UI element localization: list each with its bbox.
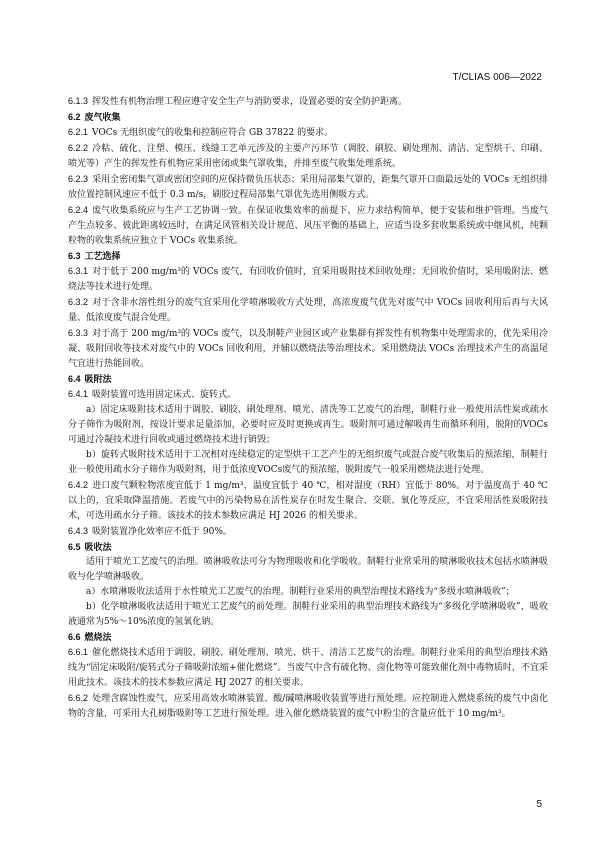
clause-text: a）固定床吸附技术适用于调胶、刷胶、刷处理剂、喷光、清洗等工艺废气的治理，制鞋行业一般使用活性炭或疏水分子筛作为吸附剂，按设计要求足量添加，必要时应及时更换或再生。吸附剂可通过解吸再生而循环利用，脱附的VOCs可通过冷凝技术进行回收或通过燃烧技术进行销毁； — [68, 405, 548, 445]
clause-paragraph — [68, 172, 548, 203]
clause-paragraph — [68, 645, 548, 691]
clause-number: 6.5 — [68, 542, 81, 552]
clause-paragraph — [68, 141, 548, 172]
section-heading — [68, 630, 548, 645]
clause-number: 6.3.1 — [68, 266, 89, 276]
clause-text: 挥发性有机物治理工程应遵守安全生产与消防要求，设置必要的安全防护距离。 — [92, 97, 408, 107]
clause-paragraph — [68, 125, 548, 141]
list-item — [68, 555, 548, 585]
clause-paragraph — [68, 691, 548, 722]
clause-paragraph — [68, 524, 548, 540]
clause-text: 进口废气颗粒物浓度宜低于 1 mg/m³，温度宜低于 40 ℃，相对湿度（RH）宜低于 80%。对于温度高于 40 ℃以上的，宜采取降温措施。若废气中的污染物易在活性炭存在时发生聚合、交联、氧化等反应，不宜采用活性炭吸附技术，可选用疏水分子筛。该技术的技术参数应满足 HJ 2026 的相关要求。 — [68, 481, 548, 521]
section-heading — [68, 540, 548, 555]
clause-text: 冷粘、硫化、注塑、模压、线缝工艺单元涉及的主要产污环节（调胶、刷胶、刷处理剂、清洁、定型烘干、印刷、喷光等）产生的挥发性有机物应采用密闭或集气罩收集，并排至废气收集处理系统。 — [68, 144, 548, 169]
clause-number: 6.3.3 — [68, 328, 89, 338]
clause-number: 6.6 — [68, 632, 81, 642]
clause-text: 工艺选择 — [84, 251, 121, 261]
clause-number: 6.6.1 — [68, 647, 89, 657]
section-heading — [68, 249, 548, 264]
clause-text: 对于高于 200 mg/m³的 VOCs 废气，以及制鞋产业园区或产业集群有挥发性有机物集中处理需求的，优先采用冷凝、吸附回收等技术对废气中的 VOCs 回收利用，并辅以燃烧法等治理技术。采用燃烧法 VOCs 治理技术产生的高温尾气宜进行热能回收。 — [68, 329, 548, 369]
clause-text: 对于低于 200 mg/m³的 VOCs 废气，有回收价值时，宜采用吸附技术回收处理；无回收价值时，采用吸附法、燃烧法等技术进行处理。 — [68, 267, 548, 292]
clause-number: 6.4.1 — [68, 389, 89, 399]
clause-text: 废气收集 — [84, 112, 121, 122]
clause-number: 6.2.2 — [68, 143, 89, 153]
clause-number: 6.3.2 — [68, 297, 89, 307]
clause-number: 6.2.3 — [68, 174, 89, 184]
clause-number: 6.2.1 — [68, 127, 89, 137]
page-number: 5 — [536, 799, 542, 810]
clause-text: 适用于喷光工艺废气的治理。喷淋吸收法可分为物理吸收和化学吸收。制鞋行业常采用的喷淋吸收技术包括水喷淋吸收与化学喷淋吸收。 — [68, 557, 548, 582]
clause-paragraph — [68, 326, 548, 372]
clause-text: 吸收法 — [84, 542, 112, 552]
clause-text: 对于含非水溶性组分的废气宜采用化学喷淋吸收方式处理，高浓度废气优先对废气中 VOCs 回收利用后再与大风量、低浓度废气混合处理。 — [68, 298, 548, 323]
list-item — [68, 448, 548, 478]
clause-text: VOCs 无组织废气的收集和控制应符合 GB 37822 的要求。 — [92, 128, 334, 138]
clause-number: 6.1.3 — [68, 96, 89, 106]
section-heading — [68, 110, 548, 125]
clause-text: 废气收集系统应与生产工艺协调一致。在保证收集效率的前提下，应力求结构简单，便于安装和维护管理。当废气产生点较多、彼此距离较远时，在满足风管相关设计规范、风压平衡的基础上，应适当设多套收集系统或中继风机，纯颗粒物的收集系统应独立于 VOCs 收集系统。 — [68, 206, 548, 246]
clause-number: 6.6.2 — [68, 693, 89, 703]
clause-text: a）水喷淋吸收法适用于水性喷光工艺废气的治理。制鞋行业采用的典型治理技术路线为“多级水喷淋吸收”； — [86, 587, 515, 597]
clause-text: 燃烧法 — [84, 632, 112, 642]
clause-text: b）化学喷淋吸收法适用于喷光工艺废气的前处理。制鞋行业采用的典型治理技术路线为“多级化学喷淋吸收”，吸收液通常为5%～10%浓度的氢氧化钠。 — [68, 602, 548, 627]
clause-number: 6.3 — [68, 251, 81, 261]
list-item — [68, 600, 548, 630]
clause-paragraph — [68, 387, 548, 403]
clause-number: 6.2 — [68, 112, 81, 122]
section-heading — [68, 372, 548, 387]
clause-number: 6.4 — [68, 374, 81, 384]
clause-number: 6.4.2 — [68, 480, 89, 490]
clause-text: 吸附装置净化效率应不低于 90%。 — [92, 527, 232, 537]
clause-paragraph — [68, 94, 548, 110]
clause-text: 吸附法 — [84, 374, 112, 384]
clause-text: 催化燃烧技术适用于调胶、刷胶、刷处理剂、喷光、烘干、清洁工艺废气的治理。制鞋行业采用的典型治理技术路线为“固定床吸附/旋转式分子筛吸附浓缩+催化燃烧”。当废气中含有硫化物、卤化物等可能致催化剂中毒物质时，不宜采用此技术。该技术的技术参数应满足 HJ 2027 的相关要求。 — [68, 648, 548, 688]
clause-paragraph — [68, 478, 548, 524]
document-body — [68, 94, 548, 722]
clause-paragraph — [68, 203, 548, 249]
clause-text: 吸附装置可选用固定床式、旋转式。 — [92, 390, 237, 400]
clause-text: 采用全密闭集气罩或密闭空间的应保持微负压状态；采用局部集气罩的，距集气罩开口面最远处的 VOCs 无组织排放位置控制风速应不低于 0.3 m/s，刷胶过程局部集气罩优先选用侧吸方式。 — [68, 175, 548, 200]
clause-number: 6.2.4 — [68, 205, 89, 215]
clause-number: 6.4.3 — [68, 526, 89, 536]
list-item — [68, 585, 548, 600]
document-id: T/CLIAS 006—2022 — [452, 72, 542, 83]
list-item — [68, 403, 548, 448]
clause-paragraph — [68, 295, 548, 326]
clause-text: b）旋转式吸附技术适用于工况相对连续稳定的定型烘干工艺产生的无组织废气或混合废气收集后的预浓缩，制鞋行业一般使用疏水分子筛作为吸附剂，用于低浓度VOCs废气的预浓缩，脱附废气一般采用燃烧法进行处理。 — [68, 450, 548, 475]
clause-text: 处理含腐蚀性废气，应采用高效水喷淋装置、酸/碱喷淋吸收装置等进行预处理。应控制进入燃烧系统的废气中卤化物的含量，可采用大孔树脂吸附等工艺进行预处理。进入催化燃烧装置的废气中粉尘的含量应低于 10 mg/m³。 — [68, 694, 548, 719]
clause-paragraph — [68, 264, 548, 295]
